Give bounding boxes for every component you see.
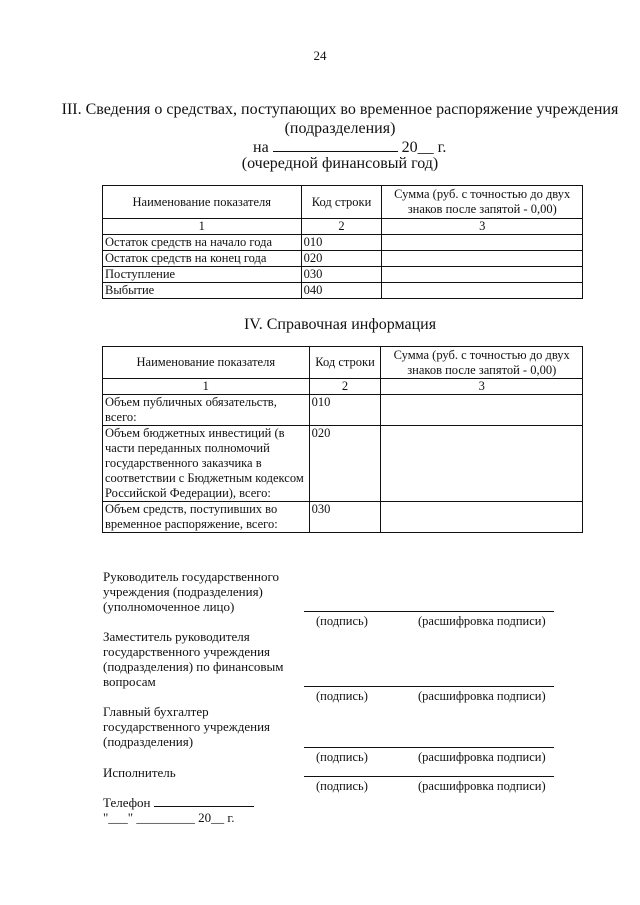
col-header-sum: Сумма (руб. с точностью до двух знаков после запятой - 0,00) — [382, 186, 583, 219]
table-row — [103, 395, 583, 426]
col-number: 3 — [382, 219, 583, 235]
decoding-caption: (расшифровка подписи) — [418, 750, 546, 764]
row-sum[interactable] — [382, 235, 583, 251]
row-code: 030 — [301, 267, 382, 283]
signature-line-accountant[interactable] — [304, 747, 554, 748]
signature-line-head[interactable] — [304, 611, 554, 612]
signature-caption: (подпись) — [316, 779, 368, 793]
row-sum[interactable] — [382, 283, 583, 299]
row-code: 020 — [301, 251, 382, 267]
page-number: 24 — [313, 48, 327, 63]
row-sum[interactable] — [381, 395, 583, 426]
section3-year-caption: (очередной финансовый год) — [241, 155, 439, 172]
signature-caption: (подпись) — [316, 614, 368, 628]
col-number: 1 — [103, 219, 302, 235]
row-code: 020 — [309, 426, 381, 502]
row-name: Объем средств, поступивших во временное распоряжение, всего: — [103, 502, 310, 533]
phone-blank[interactable] — [154, 805, 254, 807]
signer-executor-label: Исполнитель — [103, 765, 176, 780]
decoding-caption: (расшифровка подписи) — [418, 779, 546, 793]
signature-caption: (подпись) — [316, 750, 368, 764]
date-blank — [273, 150, 398, 152]
row-name: Выбытие — [103, 283, 302, 299]
date-prefix: на — [253, 139, 269, 156]
col-number: 2 — [301, 219, 382, 235]
col-header-name: Наименование показателя — [103, 186, 302, 219]
signature-line-executor[interactable] — [304, 776, 554, 777]
row-code: 010 — [309, 395, 381, 426]
row-name: Объем публичных обязательств, всего: — [103, 395, 310, 426]
signer-deputy-label: Заместитель руководителя государственного учреждения (подразделения) по финансовым вопросам — [103, 629, 284, 689]
col-header-code: Код строки — [301, 186, 382, 219]
phone-field — [103, 795, 254, 810]
row-name: Поступление — [103, 267, 302, 283]
row-code: 030 — [309, 502, 381, 533]
signature-caption: (подпись) — [316, 689, 368, 703]
section3-title-line2: (подразделения) — [284, 120, 396, 137]
col-header-sum: Сумма (руб. с точностью до двух знаков после запятой - 0,00) — [381, 347, 583, 379]
signature-line-deputy[interactable] — [304, 686, 554, 687]
row-sum[interactable] — [382, 267, 583, 283]
col-number: 1 — [103, 379, 310, 395]
table-row — [103, 426, 583, 502]
signer-accountant-label: Главный бухгалтер государственного учреждения (подразделения) — [103, 704, 271, 749]
row-name: Остаток средств на конец года — [103, 251, 302, 267]
section3-table — [102, 185, 583, 299]
col-header-code: Код строки — [309, 347, 381, 379]
signer-head-label: Руководитель государственного учреждения (подразделения) (уполномоченное лицо) — [103, 569, 279, 614]
table-row — [103, 283, 583, 299]
decoding-caption: (расшифровка подписи) — [418, 614, 546, 628]
section4-table — [102, 346, 583, 533]
row-code: 040 — [301, 283, 382, 299]
row-sum[interactable] — [381, 502, 583, 533]
row-sum[interactable] — [382, 251, 583, 267]
section3-title-line1: III. Сведения о средствах, поступающих во временное распоряжение учреждения — [61, 101, 619, 118]
section4-title: IV. Справочная информация — [243, 316, 437, 333]
row-sum[interactable] — [381, 426, 583, 502]
decoding-caption: (расшифровка подписи) — [418, 689, 546, 703]
col-header-name: Наименование показателя — [103, 347, 310, 379]
table-row — [103, 251, 583, 267]
phone-label: Телефон — [103, 795, 151, 810]
row-name: Остаток средств на начало года — [103, 235, 302, 251]
table-row — [103, 502, 583, 533]
col-number: 2 — [309, 379, 381, 395]
date-line: "___" _________ 20__ г. — [103, 810, 235, 825]
row-code: 010 — [301, 235, 382, 251]
table-row — [103, 235, 583, 251]
col-number: 3 — [381, 379, 583, 395]
date-year: 20__ г. — [401, 139, 447, 156]
table-row — [103, 267, 583, 283]
row-name: Объем бюджетных инвестиций (в части переданных полномочий государственного заказчика в соответствии с Бюджетным кодексом Российской Федерации), всего: — [103, 426, 310, 502]
